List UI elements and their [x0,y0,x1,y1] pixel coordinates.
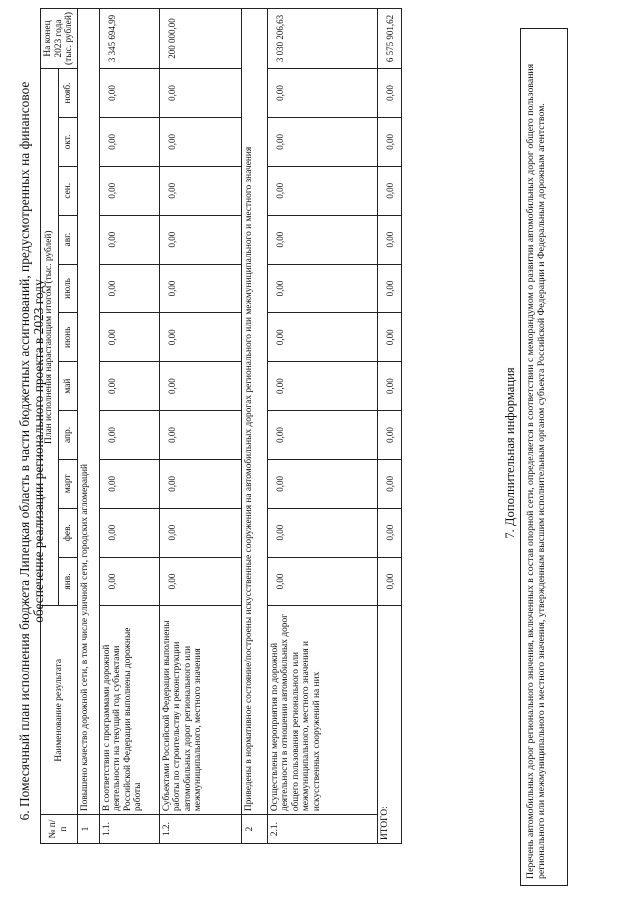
month-value: 0,00 [159,215,241,264]
row-total: 3 030 206,63 [267,9,377,69]
month-value: 0,00 [267,508,377,557]
month-value: 0,00 [99,313,159,362]
month-value: 0,00 [267,362,377,411]
row-num: 2.1. [267,815,377,844]
section-row-1 [77,9,99,844]
month-value: 0,00 [377,264,401,313]
row-total: 200 000,00 [159,9,241,69]
row-name: Осуществлены мероприятия по дорожной деятельности в отношении автомобильных дорог общего пользования регионального или межмуниципального, местного значения и искусственных сооружений на них [267,606,377,815]
additional-info-text: Перечень автомобильных дорог регионального значения, включенных в состав опорной сети, определяется в соответствии с меморандумом о развитии автомобильных дорог общего пользования регионального или межмуниципального и местного значения, утвержденным высшим исполнительным органом субъекта Российской Федерации и Федеральным дорожным агентством. [520,28,568,886]
month-value: 0,00 [159,557,241,606]
month-value: 0,00 [377,215,401,264]
header-month: фев. [59,508,77,557]
section-7-title: 7. Дополнительная информация [503,367,517,539]
header-month: окт. [59,117,77,166]
month-value: 0,00 [99,557,159,606]
header-row-1 [41,9,59,844]
section-num: 2 [241,815,267,844]
month-value: 0,00 [159,362,241,411]
table-row [267,9,377,844]
header-month: июль [59,264,77,313]
month-value: 0,00 [377,362,401,411]
month-value: 0,00 [159,313,241,362]
month-value: 0,00 [377,508,401,557]
month-value: 0,00 [99,411,159,460]
month-value: 0,00 [377,557,401,606]
row-num: 1.2. [159,815,241,844]
row-name: В соответствии с программами дорожной деятельности на текущий год субъектами Российской Федерации выполнены дорожные работы [99,606,159,815]
title-line-2: обеспечение реализации регионального проекта в 2023 году [31,279,46,623]
header-month: апр. [59,411,77,460]
header-month: июнь [59,313,77,362]
month-value: 0,00 [99,362,159,411]
month-value: 0,00 [267,411,377,460]
month-value: 0,00 [377,411,401,460]
row-num: 1.1. [99,815,159,844]
header-plan: План исполнения нарастающим итогом (тыс. рублей) [41,69,59,606]
month-value: 0,00 [99,166,159,215]
month-value: 0,00 [159,166,241,215]
table-row [99,9,159,844]
header-month: сен. [59,166,77,215]
total-row [377,9,401,844]
section-text: Повышено качество дорожной сети, в том числе уличной сети, городских агломераций [77,9,99,815]
month-value: 0,00 [267,215,377,264]
month-value: 0,00 [99,117,159,166]
header-end-year: На конец 2023 года (тыс. рублей) [41,9,78,69]
month-value: 0,00 [377,313,401,362]
month-value: 0,00 [267,69,377,118]
month-value: 0,00 [99,459,159,508]
header-num: № п/п [41,815,78,844]
total-label: ИТОГО: [377,606,401,844]
title-line-1: 6. Помесячный план исполнения бюджета Липецкая область в части бюджетных ассигнований, предусмотренных на финансовое [17,81,32,821]
month-value: 0,00 [159,508,241,557]
header-month: янв. [59,557,77,606]
month-value: 0,00 [99,264,159,313]
month-value: 0,00 [377,459,401,508]
month-value: 0,00 [159,69,241,118]
row-total: 6 575 901,62 [377,9,401,69]
month-value: 0,00 [267,166,377,215]
month-value: 0,00 [267,117,377,166]
header-name: Наименование результата [41,606,78,815]
month-value: 0,00 [267,459,377,508]
section-text: Приведены в нормативное состояние/построены искусственные сооружения на автомобильных дорогах регионального или межмуниципального и местного значения [241,9,267,815]
month-value: 0,00 [159,117,241,166]
month-value: 0,00 [377,166,401,215]
table-row [159,9,241,844]
month-value: 0,00 [377,117,401,166]
month-value: 0,00 [99,215,159,264]
row-name: Субъектами Российской Федерации выполнены работы по строительству и реконструкции автомобильных дорог регионального или межмуниципального, местного значения [159,606,241,815]
month-value: 0,00 [159,459,241,508]
month-value: 0,00 [267,313,377,362]
month-value: 0,00 [159,411,241,460]
month-value: 0,00 [99,508,159,557]
month-value: 0,00 [267,264,377,313]
header-month: авг. [59,215,77,264]
section-num: 1 [77,815,99,844]
section-row-2 [241,9,267,844]
header-month: май [59,362,77,411]
month-value: 0,00 [267,557,377,606]
month-value: 0,00 [159,264,241,313]
header-month: нояб. [59,69,77,118]
month-value: 0,00 [377,69,401,118]
header-month: март [59,459,77,508]
budget-plan-table [40,8,402,844]
row-total: 3 345 694,99 [99,9,159,69]
month-value: 0,00 [99,69,159,118]
